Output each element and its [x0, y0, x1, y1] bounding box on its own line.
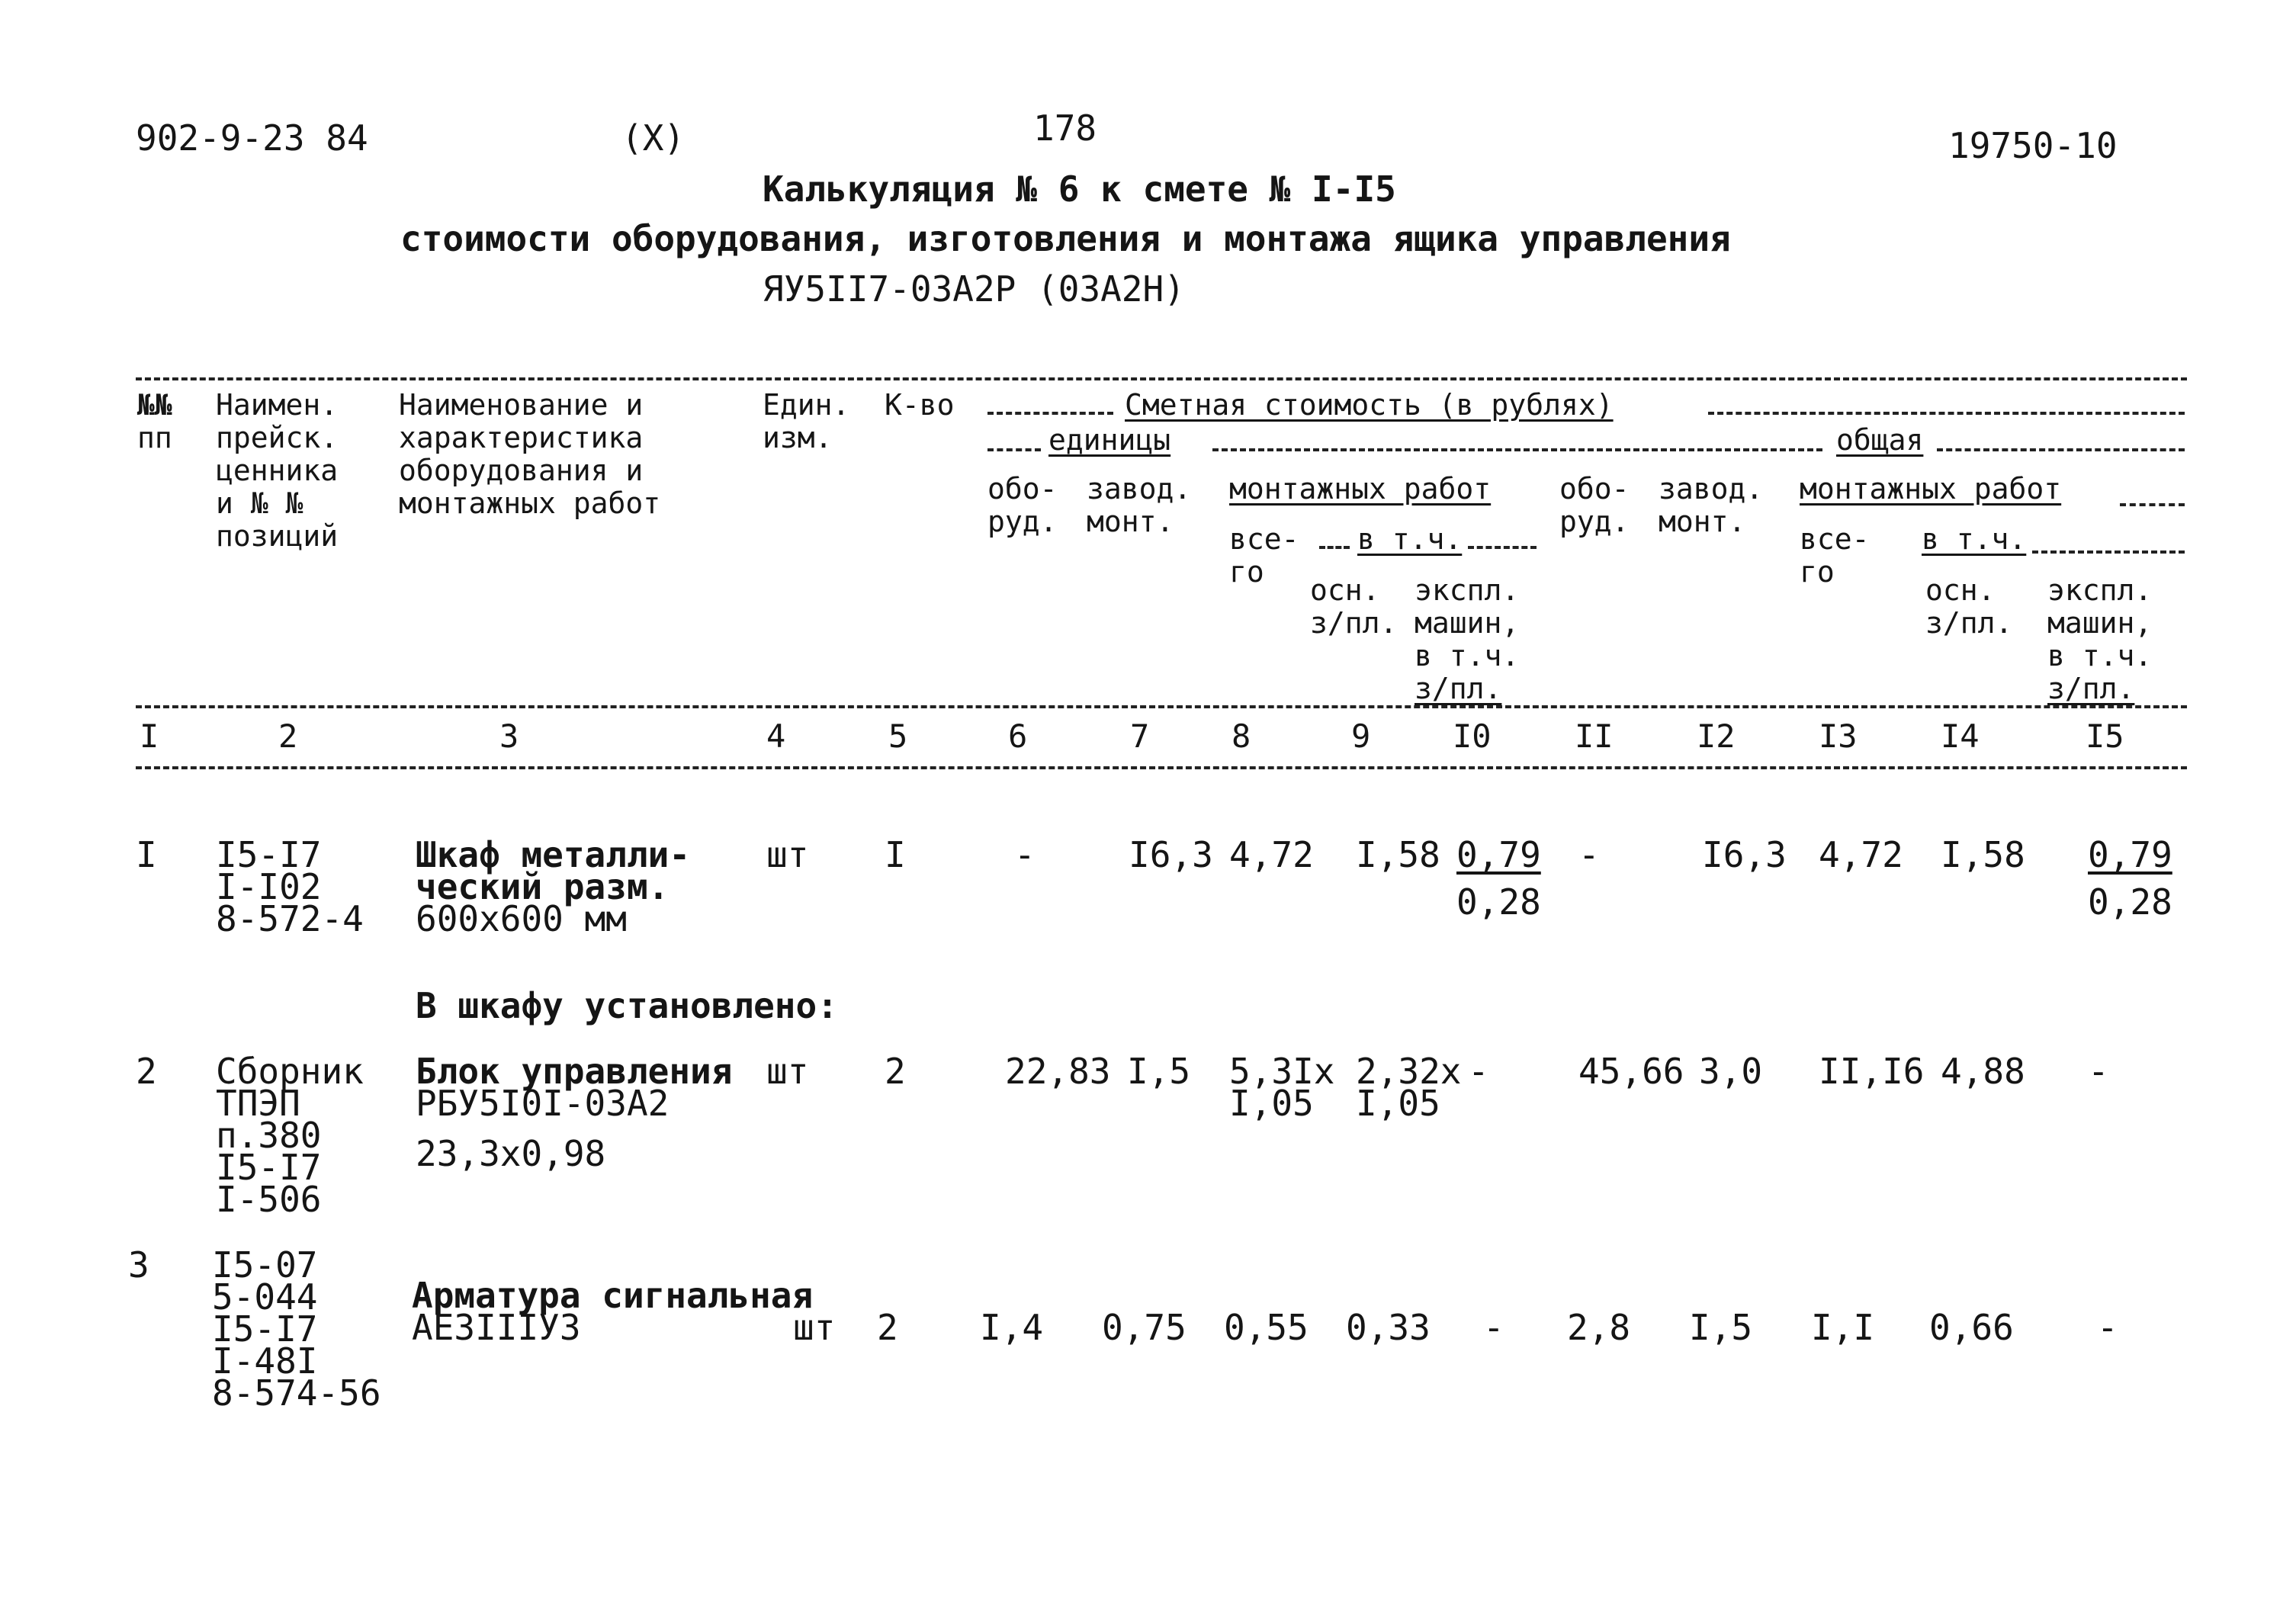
col4-head-line1: Един.	[763, 388, 850, 422]
unit-montage-head: монтажных работ	[1229, 472, 1492, 506]
col7-value: 0,75	[1102, 1307, 1187, 1348]
col2-head-line4: и № №	[216, 486, 303, 520]
col10-head-line4: з/пл.	[1415, 672, 1502, 705]
document-subtitle: стоимости оборудования, изготовления и монтажа ящика управления	[400, 218, 1731, 259]
col15-head-line1: экспл.	[2047, 573, 2153, 607]
unit-value: шт	[766, 1051, 809, 1092]
col14-value: 0,66	[1929, 1307, 2014, 1348]
col8-value: 0,55	[1224, 1307, 1309, 1348]
col10-value: -	[1483, 1307, 1504, 1348]
col10-salary-value: 0,28	[1456, 881, 1541, 923]
col14-head-line2: з/пл.	[1925, 606, 2013, 640]
price-code-line: Сборник	[216, 1051, 364, 1092]
row-number: 2	[136, 1051, 157, 1092]
document-code: 902-9-23 84	[136, 117, 368, 159]
table-top-rule	[136, 377, 2187, 380]
col15-head-line3: в т.ч.	[2047, 639, 2153, 672]
total-group-head: общая	[1836, 423, 1924, 457]
column-number: 9	[1351, 717, 1371, 755]
section-note: В шкафу установлено:	[416, 985, 838, 1026]
document-mark: (X)	[621, 117, 686, 159]
total-montage-rule-right	[2120, 503, 2185, 506]
col9-value: 2,32х	[1356, 1051, 1462, 1092]
cost-group-rule-right	[1708, 412, 2185, 415]
column-number: 5	[888, 717, 908, 755]
quantity-value: 2	[877, 1307, 898, 1348]
col5-head: К-во	[885, 388, 955, 422]
unit-group-head: единицы	[1048, 423, 1171, 457]
col15-value: -	[2088, 1051, 2109, 1092]
col9-head-line2: з/пл.	[1310, 606, 1398, 640]
column-number: I2	[1697, 717, 1736, 755]
column-number: 8	[1231, 717, 1251, 755]
total-incl-head: в т.ч.	[1922, 522, 2027, 556]
quantity-value: I	[885, 834, 906, 875]
price-code-line: I5-I7	[212, 1308, 318, 1350]
cost-group-head: Сметная стоимость (в рублях)	[1125, 388, 1614, 422]
price-code-line: 8-574-56	[212, 1372, 381, 1414]
column-number: 4	[766, 717, 786, 755]
col6-value: I,4	[980, 1307, 1044, 1348]
price-code-line: I5-07	[212, 1244, 318, 1286]
item-name-line: ческий разм.	[416, 866, 670, 907]
col9-coefficient: I,05	[1356, 1083, 1440, 1124]
col8-head-line2: го	[1229, 555, 1264, 589]
col3-head-line4: монтажных работ	[399, 486, 661, 520]
col11-head-line1: обо-	[1559, 472, 1630, 506]
item-name-line: Шкаф металли-	[416, 834, 691, 875]
column-number: I0	[1453, 717, 1492, 755]
col7-head-line2: монт.	[1087, 505, 1174, 538]
total-incl-rule-right	[2032, 550, 2185, 554]
page-number: 178	[1033, 108, 1097, 149]
price-code-line: I5-I7	[216, 834, 322, 875]
total-group-rule-right	[1937, 448, 2185, 451]
column-number: I3	[1819, 717, 1858, 755]
document-subtitle-item: ЯУ5II7-03А2Р (03А2Н)	[763, 268, 1185, 310]
col7-value: I,5	[1127, 1051, 1191, 1092]
col14-value: 4,88	[1941, 1051, 2025, 1092]
item-name-line: Арматура сигнальная	[412, 1275, 814, 1316]
col4-head-line2: изм.	[763, 421, 833, 454]
col13-value: 4,72	[1819, 834, 1903, 875]
col8-coefficient: I,05	[1229, 1083, 1314, 1124]
item-name-line: РБУ5I0I-03А2	[416, 1083, 670, 1124]
row-number: 3	[128, 1244, 149, 1286]
col11-head-line2: руд.	[1559, 505, 1630, 538]
col7-head-line1: завод.	[1087, 472, 1192, 506]
col12-head-line1: завод.	[1659, 472, 1764, 506]
column-numbers-rule	[136, 766, 2187, 769]
col2-head-line1: Наимен.	[216, 388, 339, 422]
price-code-line: ТПЭП	[216, 1083, 300, 1124]
price-code-line: 5-044	[212, 1276, 318, 1318]
col13-value: II,I6	[1819, 1051, 1925, 1092]
unit-incl-rule-left	[1319, 546, 1350, 549]
unit-incl-head: в т.ч.	[1357, 522, 1463, 556]
col8-value: 5,3Iх	[1229, 1051, 1335, 1092]
col11-value: 45,66	[1578, 1051, 1684, 1092]
price-code-line: п.380	[216, 1115, 322, 1156]
col15-head-line4: з/пл.	[2047, 672, 2135, 705]
col10-head-line3: в т.ч.	[1415, 639, 1520, 672]
col15-head-line2: машин,	[2047, 606, 2153, 640]
column-number: 2	[278, 717, 298, 755]
unit-group-rule-left	[987, 448, 1041, 451]
col6-head-line2: руд.	[987, 505, 1058, 538]
col8-value: 4,72	[1229, 834, 1314, 875]
unit-incl-rule-right	[1468, 546, 1537, 549]
col12-value: 3,0	[1699, 1051, 1763, 1092]
col6-value: 22,83	[1005, 1051, 1111, 1092]
quantity-value: 2	[885, 1051, 906, 1092]
price-code-line: I-506	[216, 1179, 322, 1220]
sheet-code: 19750-10	[1948, 125, 2118, 166]
col2-head-line5: позиций	[216, 519, 339, 553]
col11-value: -	[1578, 834, 1600, 875]
col13-head-line2: го	[1800, 555, 1835, 589]
col9-head-line1: осн.	[1310, 573, 1380, 607]
price-code-line: I5-I7	[216, 1147, 322, 1188]
column-number: I5	[2086, 717, 2124, 755]
column-number: I4	[1941, 717, 1980, 755]
col6-value: -	[1014, 834, 1036, 875]
col2-head-line3: ценника	[216, 454, 339, 487]
col15-value: -	[2097, 1307, 2118, 1348]
column-number: I	[140, 717, 159, 755]
column-number: II	[1575, 717, 1614, 755]
unit-group-rule-right	[1212, 448, 1822, 451]
header-bottom-rule	[136, 705, 2187, 708]
col12-value: I6,3	[1702, 834, 1787, 875]
item-name-line: Блок управления	[416, 1051, 733, 1092]
col3-head-line1: Наименование и	[399, 388, 644, 422]
col14-value: I,58	[1941, 834, 2025, 875]
col3-head-line2: характеристика	[399, 421, 644, 454]
document-title: Калькуляция № 6 к смете № I-I5	[763, 169, 1396, 210]
col8-head-line1: все-	[1229, 522, 1299, 556]
col12-head-line2: монт.	[1659, 505, 1746, 538]
col15-salary-value: 0,28	[2088, 881, 2172, 923]
col9-value: I,58	[1356, 834, 1440, 875]
col13-head-line1: все-	[1800, 522, 1870, 556]
price-code-line: 8-572-4	[216, 898, 364, 939]
col11-value: 2,8	[1567, 1307, 1631, 1348]
col7-value: I6,3	[1129, 834, 1213, 875]
row-number: I	[136, 834, 157, 875]
col10-head-line2: машин,	[1415, 606, 1520, 640]
col13-value: I,I	[1811, 1307, 1875, 1348]
col1-head-line1: №№	[137, 388, 172, 422]
item-name-line: АЕ3IIIУ3	[412, 1307, 581, 1348]
column-number: 7	[1130, 717, 1150, 755]
item-name-line: 600х600 мм	[416, 898, 627, 939]
col6-head-line1: обо-	[987, 472, 1058, 506]
col9-value: 0,33	[1346, 1307, 1431, 1348]
col3-head-line3: оборудования и	[399, 454, 644, 487]
item-name-line: 23,3х0,98	[416, 1133, 606, 1174]
col10-value: 0,79	[1456, 834, 1541, 875]
price-code-line: I-48I	[212, 1340, 318, 1382]
col10-head-line1: экспл.	[1415, 573, 1520, 607]
col10-value: -	[1468, 1051, 1489, 1092]
col1-head-line2: пп	[137, 421, 172, 454]
column-number: 6	[1008, 717, 1028, 755]
total-montage-head: монтажных работ	[1800, 472, 2062, 506]
unit-value: шт	[766, 834, 809, 875]
cost-group-rule-left	[987, 412, 1113, 415]
price-code-line: I-I02	[216, 866, 322, 907]
col14-head-line1: осн.	[1925, 573, 1996, 607]
unit-value: шт	[793, 1307, 836, 1348]
col15-value: 0,79	[2088, 834, 2172, 875]
column-number: 3	[499, 717, 519, 755]
col12-value: I,5	[1689, 1307, 1753, 1348]
col2-head-line2: прейск.	[216, 421, 339, 454]
